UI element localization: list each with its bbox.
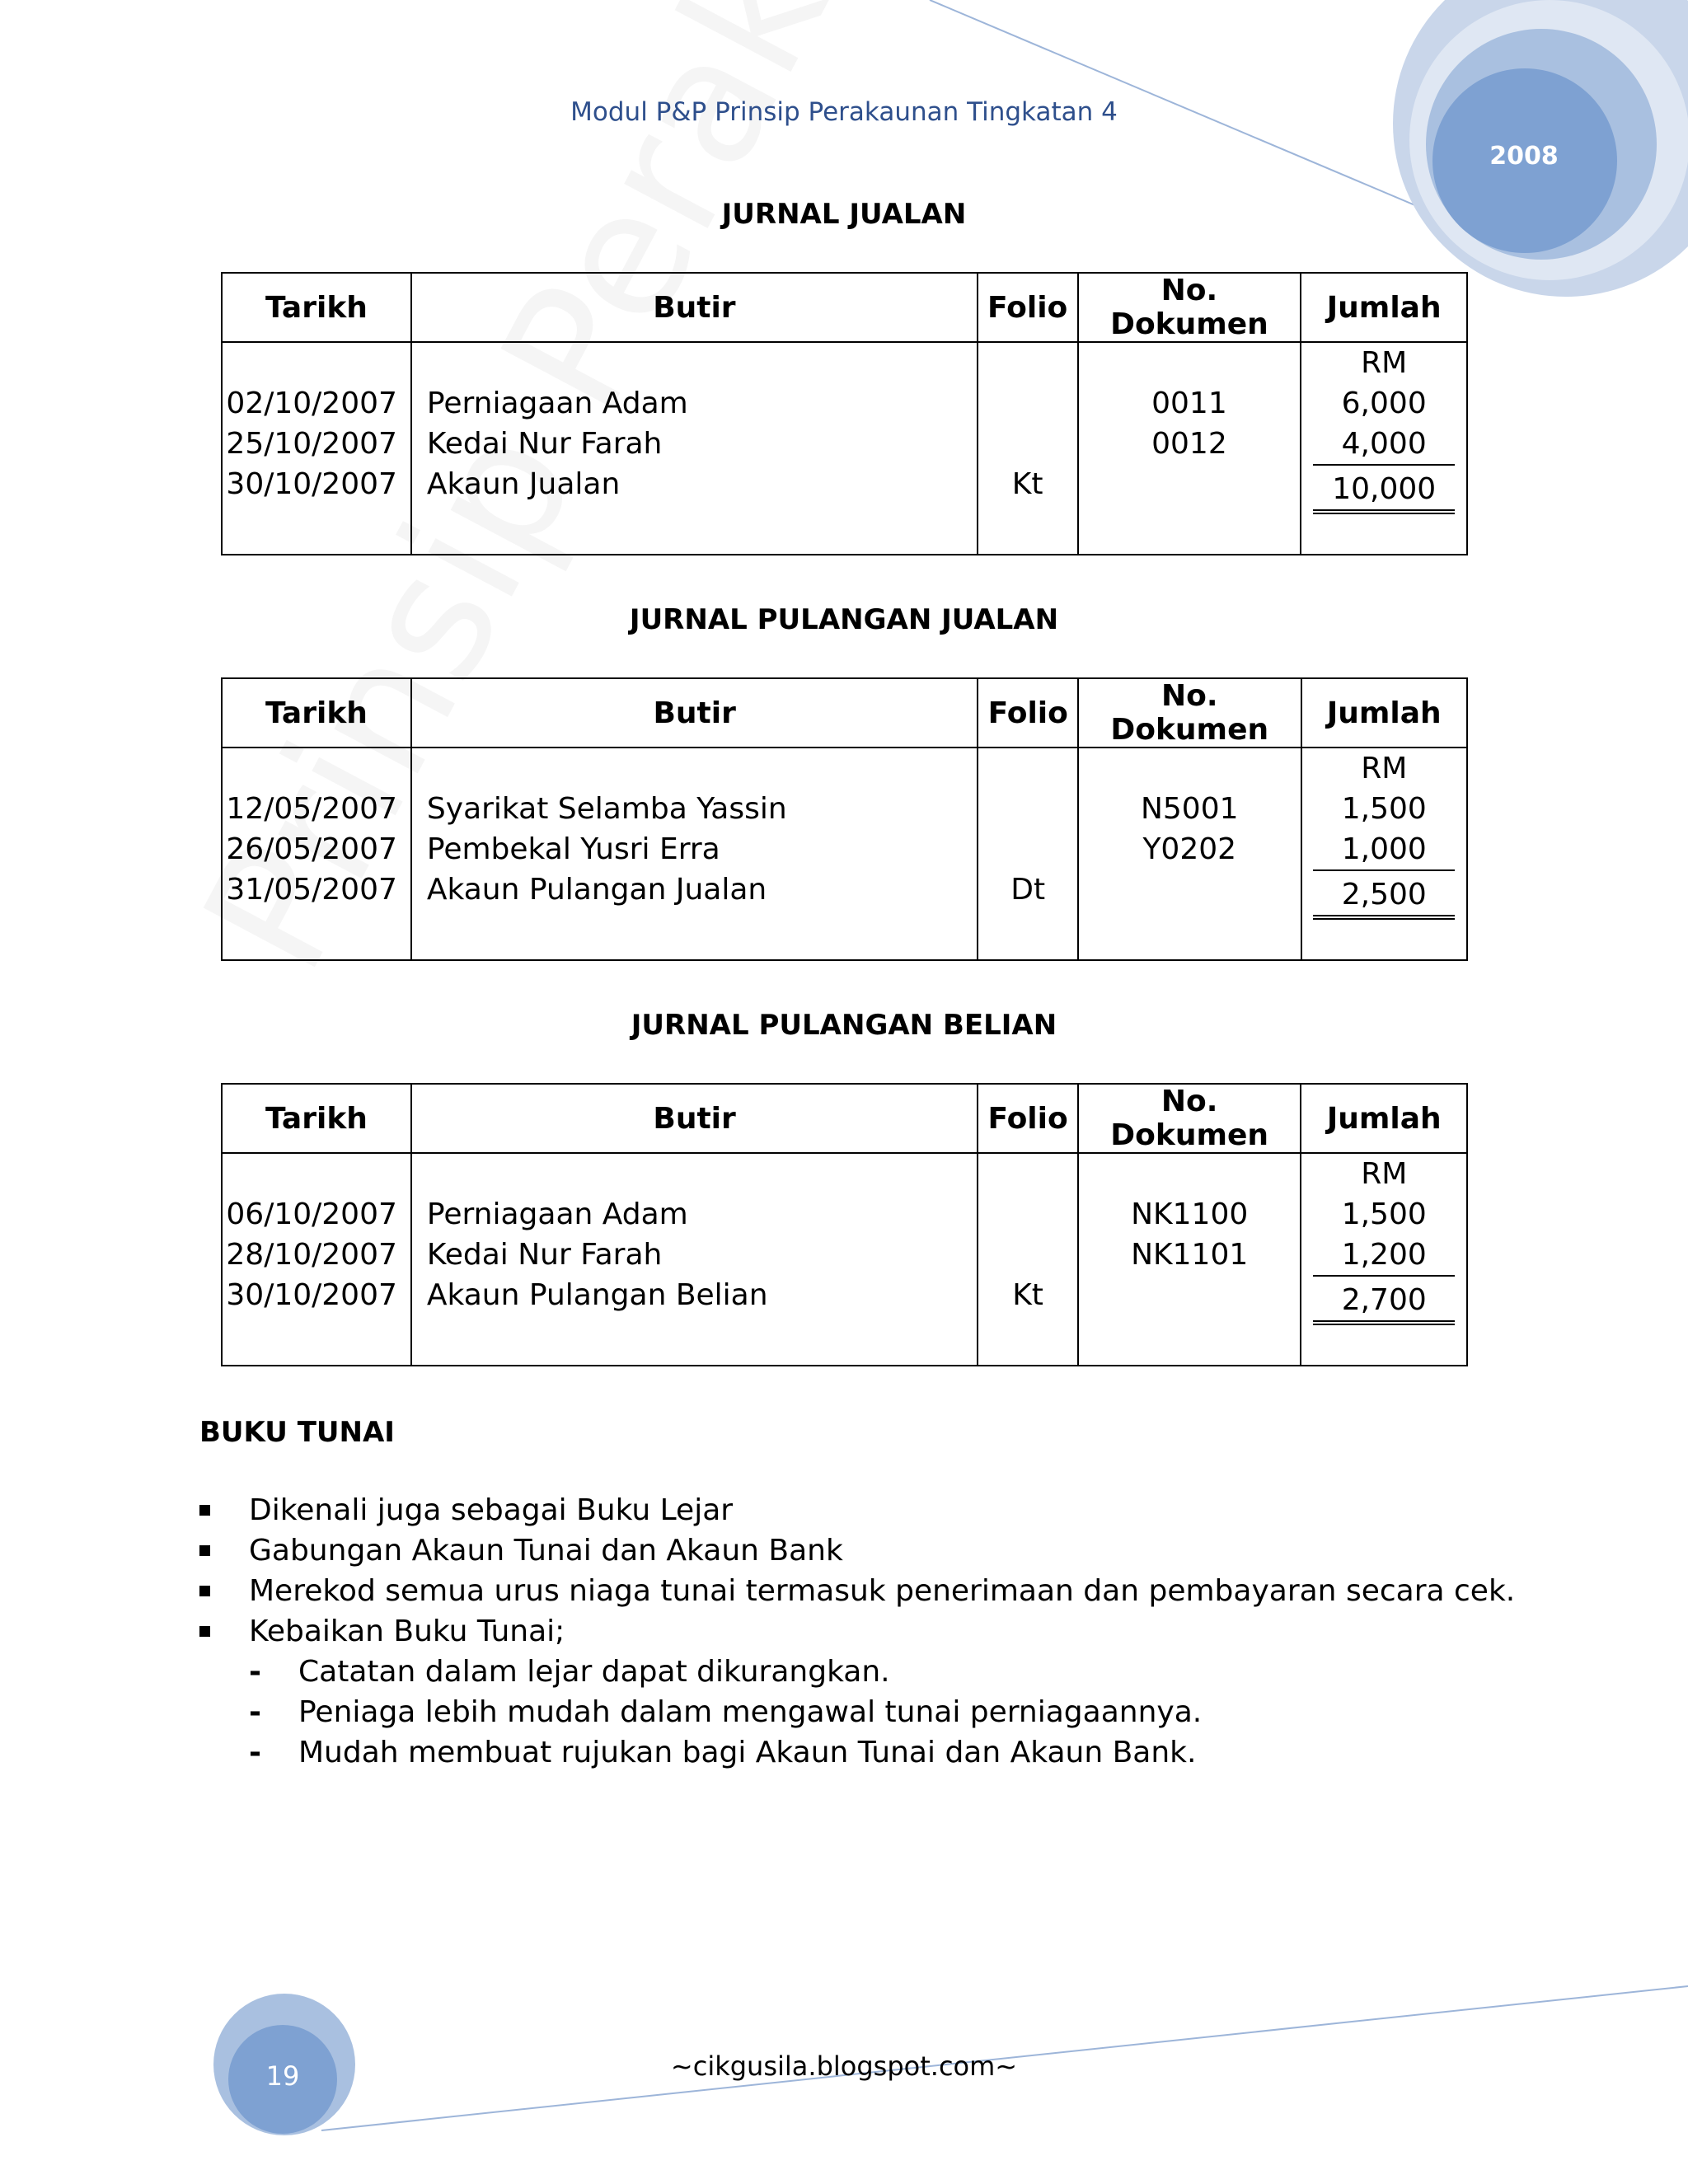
- currency-label: RM: [1361, 752, 1408, 785]
- header-title: Modul P&P Prinsip Perakaunan Tingkatan 4: [570, 97, 1118, 127]
- cell-amount: 1,500: [1341, 792, 1427, 826]
- cell-desc: Perniagaan Adam: [426, 1197, 688, 1231]
- column-butir: [411, 1153, 978, 1366]
- cell-amount: 1,000: [1313, 829, 1455, 871]
- column-doc: [1078, 748, 1301, 960]
- column-butir: [411, 342, 978, 555]
- cell-amount: 1,200: [1313, 1235, 1455, 1277]
- cell-desc: Akaun Pulangan Belian: [426, 1278, 768, 1312]
- cell-date: 02/10/2007: [226, 387, 397, 420]
- cell-doc: NK1100: [1131, 1197, 1249, 1231]
- dash-marker: -: [249, 1655, 261, 1689]
- cell-date: 30/10/2007: [226, 1278, 397, 1312]
- cell-date: 28/10/2007: [226, 1238, 397, 1272]
- cell-amount: 1,500: [1341, 1197, 1427, 1231]
- column-doc: [1078, 342, 1301, 555]
- cell-date: 25/10/2007: [226, 427, 397, 461]
- cell-desc: Perniagaan Adam: [426, 387, 688, 420]
- cell-folio: Kt: [1011, 467, 1043, 501]
- bullet-square-icon: [199, 1545, 210, 1556]
- cell-amount-total: 2,700: [1313, 1280, 1455, 1325]
- cell-date: 12/05/2007: [226, 792, 397, 826]
- journal-title: JURNAL PULANGAN BELIAN: [631, 1009, 1057, 1042]
- journal-table: [221, 677, 1468, 961]
- cell-date: 31/05/2007: [226, 873, 397, 907]
- cell-doc: [1079, 869, 1301, 910]
- table-header-row: [222, 1084, 1467, 1153]
- table-header-row: [222, 678, 1467, 748]
- cell-amount-total: 2,500: [1313, 874, 1455, 920]
- column-header: No. Dokumen: [1078, 1084, 1301, 1153]
- currency-label: RM: [1361, 1157, 1408, 1191]
- cell-desc: Akaun Pulangan Jualan: [426, 873, 767, 907]
- cell-doc: 0012: [1151, 427, 1227, 461]
- cell-amount-total: 10,000: [1313, 469, 1455, 514]
- column-header: Jumlah: [1301, 678, 1468, 748]
- column-amount: [1301, 748, 1468, 960]
- column-header: Folio: [978, 1084, 1078, 1153]
- cell-desc: Syarikat Selamba Yassin: [426, 792, 787, 826]
- cell-date: 30/10/2007: [226, 467, 397, 501]
- cell-doc: [1079, 1275, 1301, 1315]
- column-folio: [978, 342, 1078, 555]
- dash-marker: -: [249, 1736, 261, 1769]
- cell-folio: [978, 383, 1077, 424]
- journal-title: JURNAL PULANGAN JUALAN: [629, 603, 1059, 636]
- column-header: Butir: [411, 273, 978, 342]
- column-amount: [1301, 342, 1467, 555]
- column-header: Tarikh: [222, 678, 411, 748]
- page-number: 19: [265, 2060, 300, 2092]
- column-folio: [978, 748, 1078, 960]
- column-header: Folio: [978, 678, 1078, 748]
- bullet-square-icon: [199, 1626, 210, 1637]
- cell-folio: [978, 789, 1077, 829]
- journal-title: JURNAL JUALAN: [721, 198, 967, 231]
- bullet-square-icon: [199, 1586, 210, 1596]
- table-body-row: [222, 748, 1467, 960]
- journal-table: [221, 1083, 1468, 1366]
- column-date: [222, 748, 411, 960]
- column-header: Tarikh: [222, 273, 411, 342]
- cell-desc: Akaun Jualan: [426, 467, 621, 501]
- cell-desc: Pembekal Yusri Erra: [426, 832, 720, 866]
- column-amount: [1301, 1153, 1467, 1366]
- cell-doc: [1079, 464, 1301, 504]
- cell-date: 26/05/2007: [226, 832, 397, 866]
- cell-doc: Y0202: [1142, 832, 1237, 866]
- column-header: No. Dokumen: [1078, 678, 1301, 748]
- currency-label: RM: [1361, 346, 1408, 380]
- cell-doc: NK1101: [1131, 1238, 1249, 1272]
- column-butir: [411, 748, 978, 960]
- cell-amount: 4,000: [1313, 424, 1455, 466]
- cell-folio: [978, 1194, 1077, 1235]
- column-header: Jumlah: [1301, 1084, 1467, 1153]
- column-folio: [978, 1153, 1078, 1366]
- column-header: Jumlah: [1301, 273, 1467, 342]
- buku-tunai-title: BUKU TUNAI: [199, 1416, 395, 1449]
- table-body-row: [222, 1153, 1467, 1366]
- cell-doc: N5001: [1140, 792, 1239, 826]
- column-header: No. Dokumen: [1078, 273, 1301, 342]
- column-header: Butir: [411, 1084, 978, 1153]
- cell-desc: Kedai Nur Farah: [426, 427, 663, 461]
- column-header: Tarikh: [222, 1084, 411, 1153]
- cell-folio: Dt: [1010, 873, 1046, 907]
- table-body-row: [222, 342, 1467, 555]
- dash-marker: -: [249, 1695, 261, 1729]
- cell-folio: [978, 1235, 1077, 1275]
- column-header: Butir: [411, 678, 978, 748]
- bullet-square-icon: [199, 1505, 210, 1516]
- table-header-row: [222, 273, 1467, 342]
- cell-doc: 0011: [1151, 387, 1227, 420]
- header-year: 2008: [1489, 142, 1559, 171]
- cell-folio: [978, 829, 1077, 869]
- cell-amount: 6,000: [1341, 387, 1427, 420]
- cell-date: 06/10/2007: [226, 1197, 397, 1231]
- footer-text: ~cikgusila.blogspot.com~: [670, 2050, 1018, 2082]
- column-date: [222, 1153, 411, 1366]
- journal-table: [221, 272, 1468, 555]
- column-doc: [1078, 1153, 1301, 1366]
- column-header: Folio: [978, 273, 1078, 342]
- cell-folio: Kt: [1012, 1278, 1043, 1312]
- column-date: [222, 342, 411, 555]
- cell-desc: Kedai Nur Farah: [426, 1238, 663, 1272]
- cell-folio: [978, 424, 1077, 464]
